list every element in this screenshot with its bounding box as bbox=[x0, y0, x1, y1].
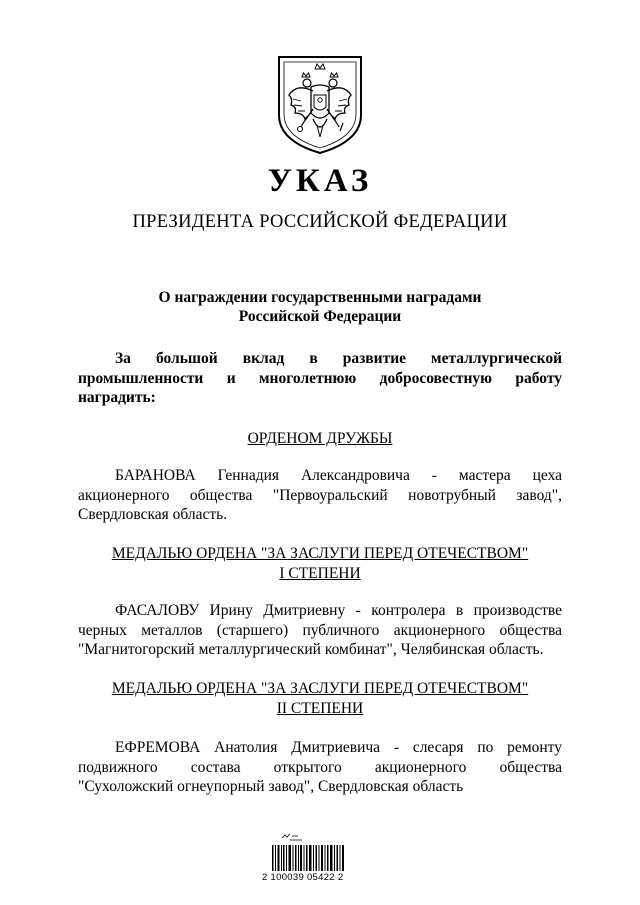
recipient-paragraph bbox=[78, 601, 562, 660]
state-emblem-icon bbox=[275, 53, 365, 155]
award-heading bbox=[0, 544, 640, 583]
preamble-line: промышленности и многолетнюю добросовестную работу bbox=[78, 369, 562, 387]
recipient-paragraph bbox=[78, 466, 562, 525]
preamble bbox=[78, 349, 562, 408]
recipient-line: БАРАНОВА Геннадия Александровича - мастера цеха bbox=[115, 467, 562, 484]
document-subtitle: ПРЕЗИДЕНТА РОССИЙСКОЙ ФЕДЕРАЦИИ bbox=[132, 212, 508, 232]
recipient-line: подвижного состава открытого акционерного общества bbox=[78, 758, 562, 776]
subject-line: О награждении государственными наградами bbox=[158, 289, 482, 306]
recipient-paragraph bbox=[78, 738, 562, 797]
document-title: УКАЗ bbox=[267, 163, 373, 199]
preamble-line: За большой вклад в развитие металлургической bbox=[115, 350, 562, 367]
decree-subject bbox=[0, 288, 640, 326]
award-heading-line: I СТЕПЕНИ bbox=[279, 564, 361, 582]
recipient-line: черных металлов (старшего) публичного акционерного общества bbox=[78, 621, 562, 639]
award-heading-line: МЕДАЛЬЮ ОРДЕНА "ЗА ЗАСЛУГИ ПЕРЕД ОТЕЧЕСТВОМ" bbox=[111, 545, 529, 562]
award-heading bbox=[0, 429, 640, 449]
barcode-number: 2 100039 05422 2 bbox=[262, 872, 344, 883]
award-heading-line: II СТЕПЕНИ bbox=[276, 699, 364, 717]
award-heading-line: ОРДЕНОМ ДРУЖБЫ bbox=[247, 430, 393, 447]
recipient-line: ФАСАЛОВУ Ирину Дмитриевну - контролера в производстве bbox=[115, 602, 562, 619]
subject-line: Российской Федерации bbox=[238, 308, 402, 325]
recipient-line: "Сухоложский огнеупорный завод", Свердловская область bbox=[78, 778, 464, 795]
award-heading-line: МЕДАЛЬЮ ОРДЕНА "ЗА ЗАСЛУГИ ПЕРЕД ОТЕЧЕСТВОМ" bbox=[111, 680, 529, 697]
award-heading bbox=[0, 679, 640, 718]
recipient-line: Свердловская область. bbox=[78, 506, 228, 523]
recipient-line: ЕФРЕМОВА Анатолия Дмитриевича - слесаря по ремонту bbox=[115, 739, 562, 756]
recipient-line: акционерного общества "Первоуральский новотрубный завод", bbox=[78, 486, 562, 504]
preamble-line: наградить: bbox=[78, 389, 156, 406]
recipient-line: "Магнитогорский металлургический комбинат", Челябинская область. bbox=[78, 641, 544, 658]
